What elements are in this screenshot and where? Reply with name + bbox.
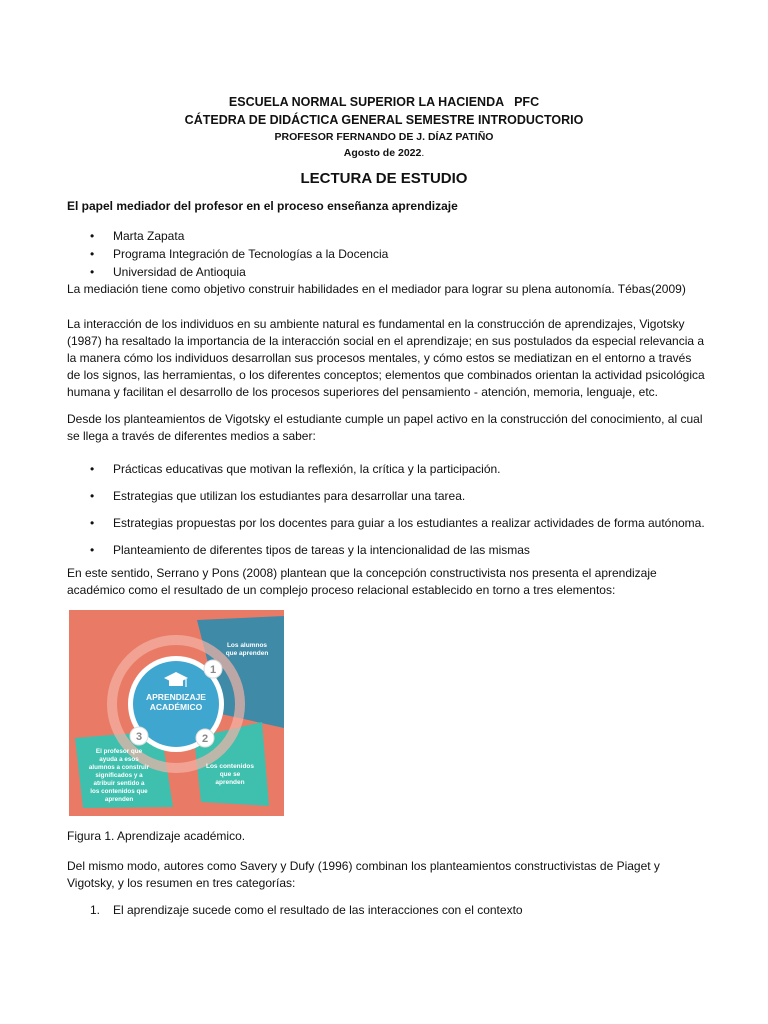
badge-1-number: 1 bbox=[209, 664, 217, 676]
categories-list bbox=[67, 903, 523, 917]
academic-learning-figure bbox=[69, 610, 284, 816]
center-label-1: APRENDIZAJE bbox=[146, 692, 206, 702]
list-item: • Estrategias que utilizan los estudiantes para desarrollar una tarea. bbox=[67, 483, 705, 510]
teacher-label-line: El profesor que bbox=[95, 748, 143, 755]
contents-label-3: aprenden bbox=[215, 779, 245, 786]
paragraph-means: Desde los planteamientos de Vigotsky el estudiante cumple un papel activo en la construcción del conocimiento, al cual se llega a través de diferentes medios a saber: bbox=[67, 412, 703, 443]
article-title: El papel mediador del profesor en el proceso enseñanza aprendizaje bbox=[67, 199, 458, 213]
teacher-label-line: ayuda a esos bbox=[99, 756, 139, 763]
students-label-2: que aprenden bbox=[225, 650, 269, 657]
list-text: El aprendizaje sucede como el resultado de las interacciones con el contexto bbox=[113, 903, 523, 917]
paragraph-serrano-pons: En este sentido, Serrano y Pons (2008) plantean que la concepción constructivista nos presenta el aprendizaje académico como el resultado de un complejo proceso relacional establecido en torno a tres elementos: bbox=[67, 566, 657, 597]
list-item bbox=[67, 903, 523, 917]
teacher-label-line: los contenidos que bbox=[90, 788, 148, 795]
list-item: • Programa Integración de Tecnologías a la Docencia bbox=[67, 245, 388, 263]
list-item: • Prácticas educativas que motivan la reflexión, la crítica y la participación. bbox=[67, 456, 705, 483]
paragraph-vigotsky: La interacción de los individuos en su ambiente natural es fundamental en la construcción de aprendizajes, Vigotsky (1987) ha resaltado la importancia de la interacción social en el aprendizaje; en sus postulados da especial relevancia a la manera cómo los individuos desarrollan sus procesos mentales, y cómo estos se mediatizan en el entorno a través de los signos, las herramientas, o los diferentes conceptos; elementos que combinados orientan la actividad psicológica humana y facilitan el desarrollo de los procesos superiores del pensamiento - atención, memoria, lenguaje, etc. bbox=[67, 317, 705, 399]
teacher-label-line: aprenden bbox=[104, 796, 134, 803]
teacher-label-line: atribuir sentido a bbox=[93, 780, 145, 787]
school-name: ESCUELA NORMAL SUPERIOR LA HACIENDA PFC bbox=[228, 95, 540, 109]
document-date bbox=[0, 147, 768, 159]
list-item: • Universidad de Antioquia bbox=[67, 263, 388, 281]
paragraph-savery-dufy: Del mismo modo, autores como Savery y Dufy (1996) combinan los planteamientos constructivistas de Piaget y Vigotsky, y los resumen en tres categorías: bbox=[67, 859, 660, 890]
reading-title: LECTURA DE ESTUDIO bbox=[300, 170, 468, 187]
list-item: • Planteamiento de diferentes tipos de tareas y la intencionalidad de las mismas bbox=[67, 537, 705, 564]
center-label-2: ACADÉMICO bbox=[149, 702, 203, 712]
teacher-label-line: alumnos a construir bbox=[88, 764, 150, 771]
list-number: 1. bbox=[90, 903, 101, 917]
course-name: CÁTEDRA DE DIDÁCTICA GENERAL SEMESTRE INTRODUCTORIO bbox=[184, 113, 584, 127]
means-list bbox=[67, 456, 705, 564]
author-list bbox=[67, 227, 388, 281]
paragraph-mediation: La mediación tiene como objetivo construir habilidades en el mediador para lograr su plena autonomía. Tébas(2009) bbox=[67, 282, 686, 296]
figure-caption: Figura 1. Aprendizaje académico. bbox=[67, 829, 246, 843]
date-period: . bbox=[421, 147, 425, 159]
list-item: • Estrategias propuestas por los docentes para guiar a los estudiantes a realizar actividades de forma autónoma. bbox=[67, 510, 705, 537]
teacher-label-line: significados y a bbox=[95, 772, 143, 779]
contents-label-2: que se bbox=[219, 771, 241, 778]
students-label-1: Los alumnos bbox=[226, 642, 268, 649]
list-item: • Marta Zapata bbox=[67, 227, 388, 245]
badge-3-number: 3 bbox=[135, 731, 143, 743]
date-text: Agosto de 2022 bbox=[343, 147, 422, 159]
badge-2-number: 2 bbox=[201, 733, 209, 745]
professor-name: PROFESOR FERNANDO DE J. DÍAZ PATIÑO bbox=[274, 131, 494, 143]
contents-label-1: Los contenidos bbox=[205, 763, 255, 770]
